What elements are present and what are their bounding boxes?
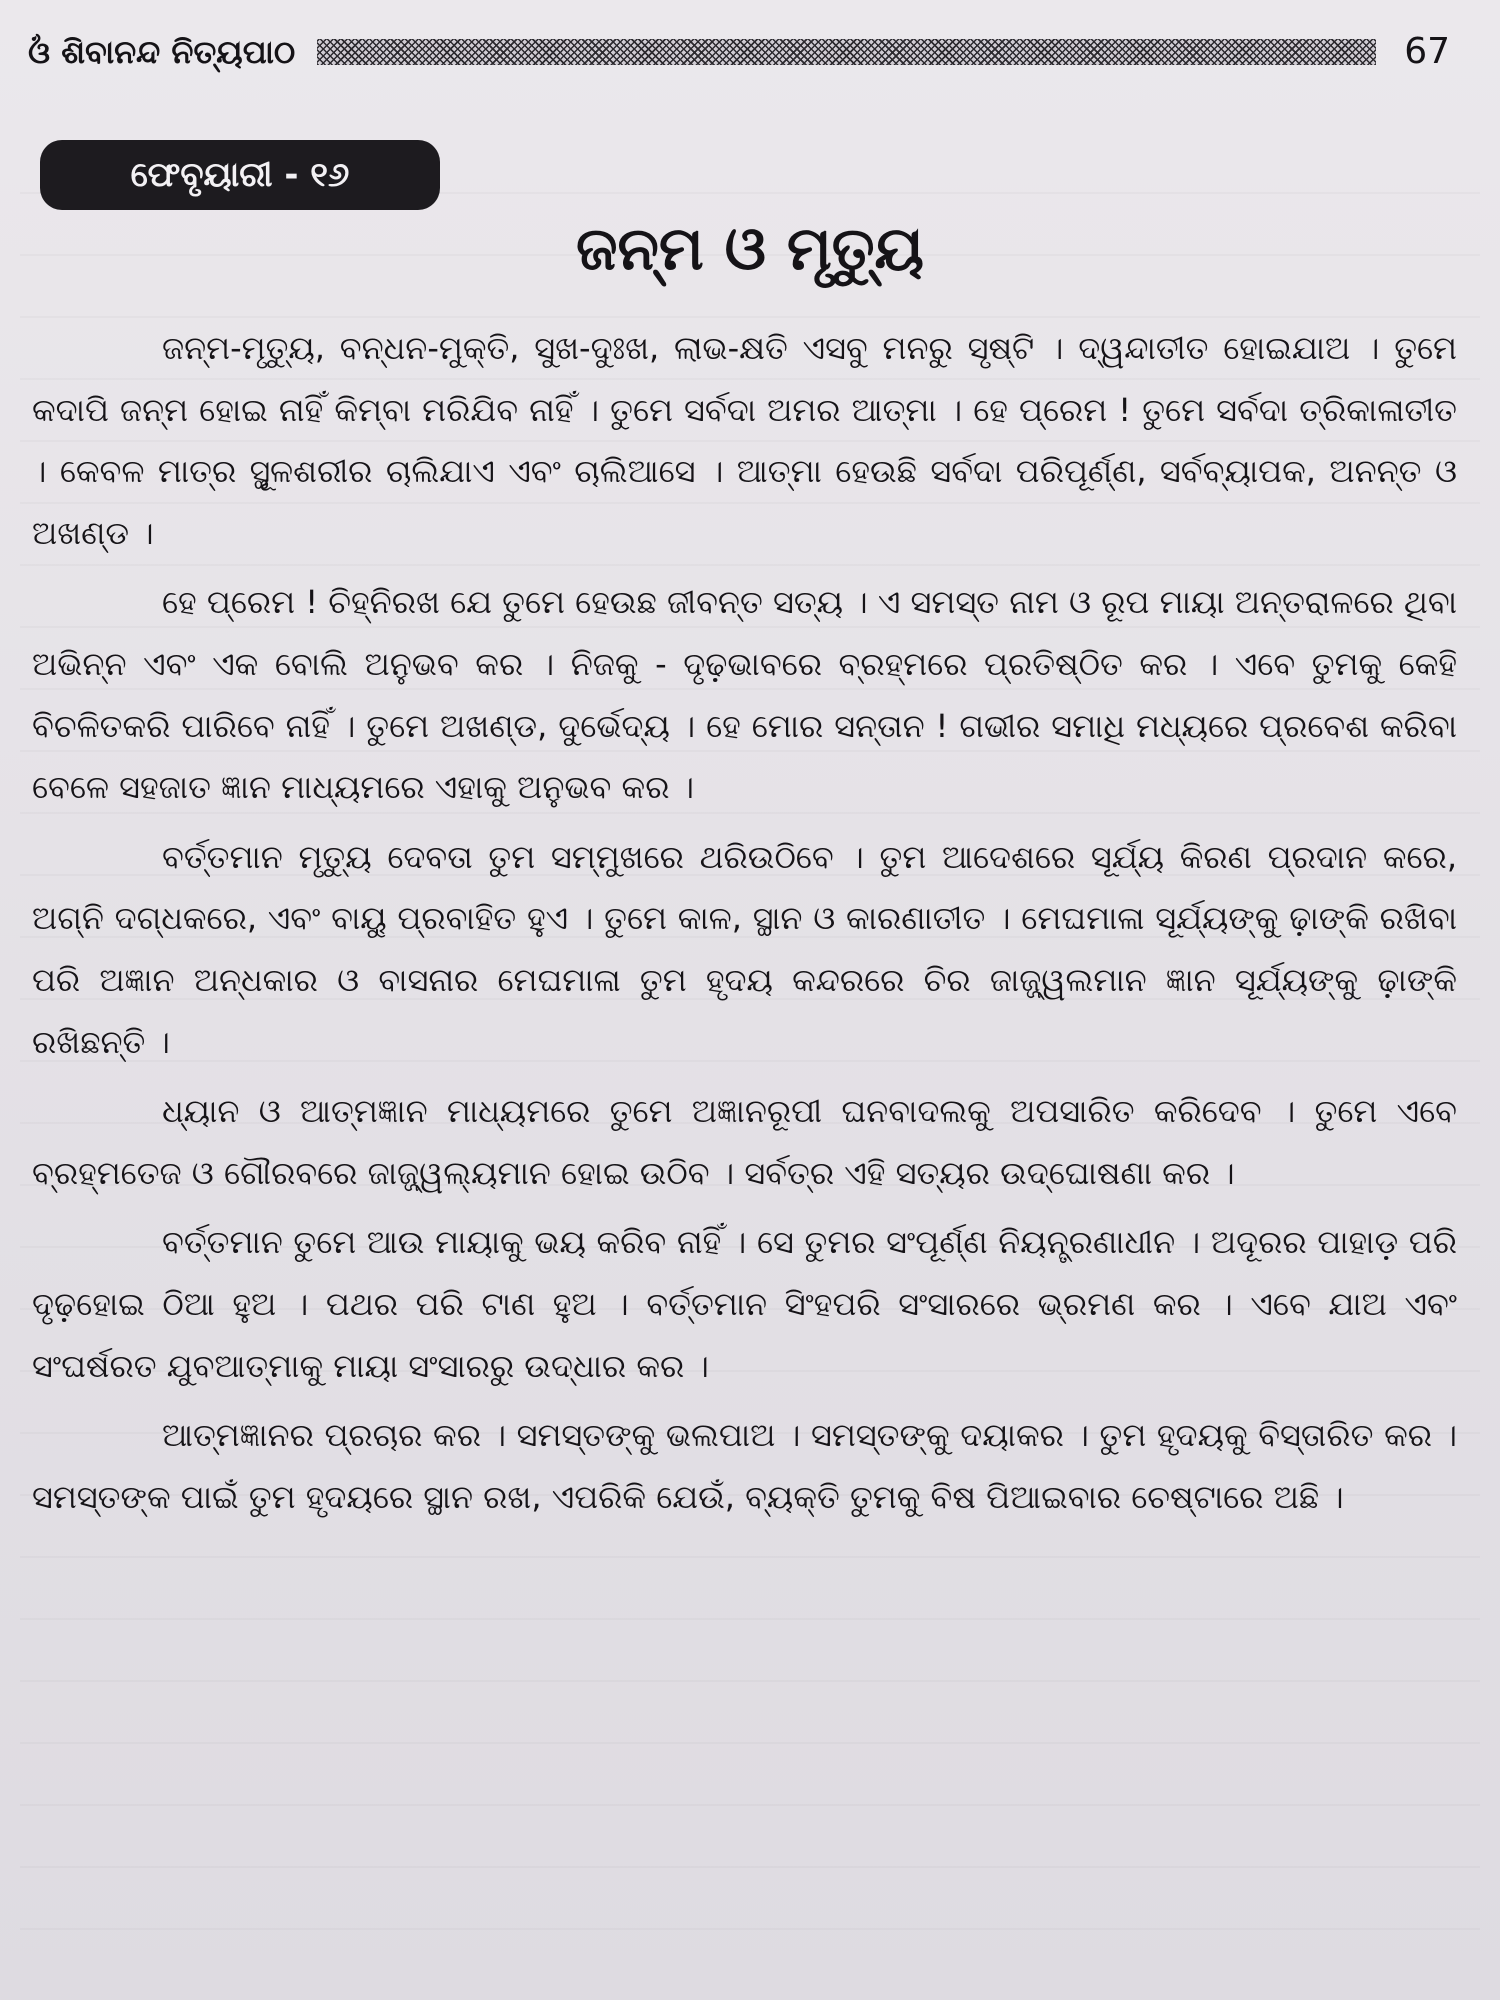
paragraph: ହେ ପ୍ରେମ ! ଚିହ୍ନିରଖ ଯେ ତୁମେ ହେଉଛ ଜୀବନ୍ତ ସତ୍ୟ । ଏ ସମସ୍ତ ନାମ ଓ ରୂପ ମାୟା ଅନ୍ତରାଳରେ ଥିବା ଅଭିନ୍ନ ଏବଂ ଏକ ବୋଲି ଅନୁଭବ କର । ନିଜକୁ - ଦୃଢ଼ଭାବରେ ବ୍ରହ୍ମରେ ପ୍ରତିଷ୍ଠିତ କର । ଏବେ ତୁମକୁ କେହି ବିଚଳିତକରି ପାରିବେ ନାହିଁ । ତୁମେ ଅଖଣ୍ଡ, ଦୁର୍ଭେଦ୍ୟ । ହେ ମୋର ସନ୍ତାନ ! ଗଭୀର ସମାଧି ମଧ୍ୟରେ ପ୍ରବେଶ କରିବା ବେଳେ ସହଜାତ ଜ୍ଞାନ ମାଧ୍ୟମରେ ଏହାକୁ ଅନୁଭବ କର । <box>32 583 1457 807</box>
paragraph: ଜନ୍ମ-ମୃତ୍ୟୁ, ବନ୍ଧନ-ମୁକ୍ତି, ସୁଖ-ଦୁଃଖ, ଲାଭ-କ୍ଷତି ଏସବୁ ମନରୁ ସୃଷ୍ଟି । ଦ୍ୱନ୍ଦାତୀତ ହୋଇଯାଅ । ତୁମେ କଦାପି ଜନ୍ମ ହୋଇ ନାହିଁ କିମ୍ବା ମରିଯିବ ନାହିଁ । ତୁମେ ସର୍ବଦା ଅମର ଆତ୍ମା । ହେ ପ୍ରେମ ! ତୁମେ ସର୍ବଦା ତ୍ରିକାଳାତୀତ । କେବଳ ମାତ୍ର ସ୍ଥୂଳଶରୀର ଚାଲିଯାଏ ଏବଂ ଚାଲିଆସେ । ଆତ୍ମା ହେଉଛି ସର୍ବଦା ପରିପୂର୍ଣ୍ଣ, ସର୍ବବ୍ୟାପକ, ଅନନ୍ତ ଓ ଅଖଣ୍ଡ । <box>32 329 1457 552</box>
paragraph: ବର୍ତ୍ତମାନ ମୃତ୍ୟୁ ଦେବତା ତୁମ ସମ୍ମୁଖରେ ଥରିଉଠିବେ । ତୁମ ଆଦେଶରେ ସୂର୍ଯ୍ୟ କିରଣ ପ୍ରଦାନ କରେ, ଅଗ୍ନି ଦଗ୍ଧକରେ, ଏବଂ ବାୟୁ ପ୍ରବାହିତ ହୁଏ । ତୁମେ କାଳ, ସ୍ଥାନ ଓ କାରଣାତୀତ । ମେଘମାଳା ସୂର୍ଯ୍ୟଙ୍କୁ ଢ଼ାଙ୍କି ରଖିବା ପରି ଅଜ୍ଞାନ ଅନ୍ଧକାର ଓ ବାସନାର ମେଘମାଳା ତୁମ ହୃଦୟ କନ୍ଦରରେ ଚିର ଜାଜ୍ଜ୍ୱଲମାନ ଜ୍ଞାନ ସୂର୍ଯ୍ୟଙ୍କୁ ଢ଼ାଙ୍କି ରଖିଛନ୍ତି । <box>32 837 1457 1061</box>
paragraph: ଧ୍ୟାନ ଓ ଆତ୍ମଜ୍ଞାନ ମାଧ୍ୟମରେ ତୁମେ ଅଜ୍ଞାନରୂପୀ ଘନବାଦଲକୁ ଅପସାରିତ କରିଦେବ । ତୁମେ ଏବେ ବ୍ରହ୍ମତେଜ ଓ ଗୌରବରେ ଜାଜ୍ଜ୍ୱଲ୍ୟମାନ ହୋଇ ଉଠିବ । ସର୍ବତ୍ର ଏହି ସତ୍ୟର ଉଦ୍‌ଘୋଷଣା କର । <box>32 1092 1457 1192</box>
article-body <box>32 318 1457 1536</box>
page-number: 67 <box>1404 31 1450 72</box>
paragraph: ବର୍ତ୍ତମାନ ତୁମେ ଆଉ ମାୟାକୁ ଭୟ କରିବ ନାହିଁ । ସେ ତୁମର ସଂପୂର୍ଣ୍ଣ ନିୟନ୍ତ୍ରଣାଧୀନ । ଅଦୂରର ପାହାଡ଼ ପରି ଦୃଢ଼ହୋଇ ଠିଆ ହୁଅ । ପଥର ପରି ଟାଣ ହୁଅ । ବର୍ତ୍ତମାନ ସିଂହପରି ସଂସାରରେ ଭ୍ରମଣ କର । ଏବେ ଯାଅ ଏବଂ ସଂଘର୍ଷରତ ଯୁବଆତ୍ମାକୁ ମାୟା ସଂସାରରୁ ଉଦ୍ଧାର କର । <box>32 1223 1457 1385</box>
running-header <box>28 30 1458 74</box>
article-title: ଜନ୍ମ ଓ ମୃତ୍ୟୁ <box>576 214 924 284</box>
paragraph: ଆତ୍ମଜ୍ଞାନର ପ୍ରଚାର କର । ସମସ୍ତଙ୍କୁ ଭଲପାଅ । ସମସ୍ତଙ୍କୁ ଦୟାକର । ତୁମ ହୃଦୟକୁ ବିସ୍ତାରିତ କର । ସମସ୍ତଙ୍କ ପାଇଁ ତୁମ ହୃଦୟରେ ସ୍ଥାନ ରଖ, ଏପରିକି ଯେଉଁ, ବ୍ୟକ୍ତି ତୁମକୁ ବିଷ ପିଆଇବାର ଚେଷ୍ଟାରେ ଅଛି । <box>32 1416 1457 1516</box>
book-title: ଓଁ ଶିବାନନ୍ଦ ନିତ୍ୟପାଠ <box>28 33 296 71</box>
date-badge: ଫେବୃୟାରୀ - ୧୬ <box>40 140 440 210</box>
header-hatch-rule <box>317 39 1376 65</box>
